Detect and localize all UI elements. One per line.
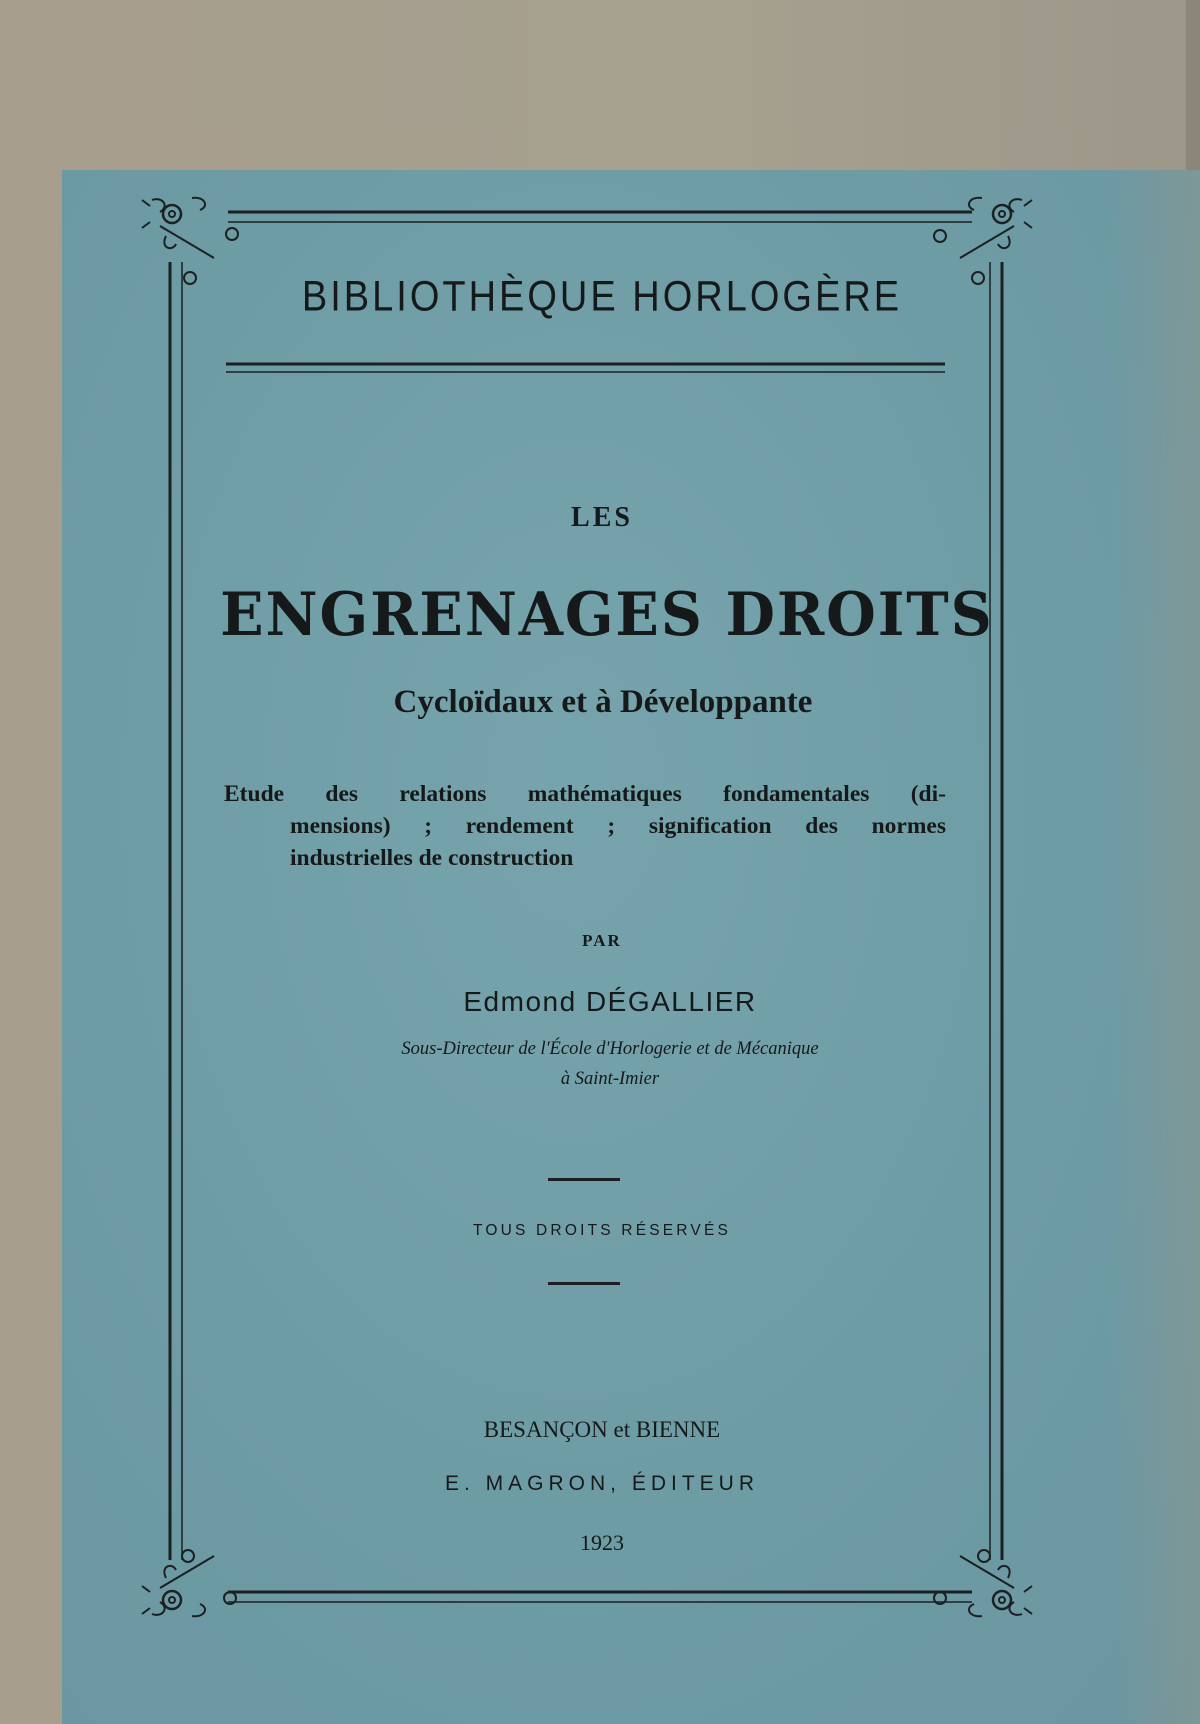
corner-ornament-top-left [142,198,238,284]
publication-place: BESANÇON et BIENNE [483,1417,721,1442]
divider-bottom [548,1282,620,1285]
author-name: Edmond DÉGALLIER [463,986,757,1017]
description-line-1: Etude des relations mathématiques fondamentales (di- [224,781,946,807]
publication-year: 1923 [580,1530,624,1555]
author-affiliation [250,1034,970,1094]
divider-top [548,1178,620,1181]
book-subtitle: Cycloïdaux et à Développante [393,684,813,720]
title-prefix: LES [571,502,633,533]
series-title: BIBLIOTHÈQUE HORLOGÈRE [301,273,903,321]
affiliation-line-1: Sous-Directeur de l'École d'Horlogerie et de Mécanique [401,1039,819,1059]
book-title: ENGRENAGES DROITS [220,580,994,650]
corner-ornament-bottom-right [934,1550,1032,1616]
corner-ornament-bottom-left [142,1550,236,1616]
book-description [224,778,946,874]
description-line-3: industrielles de construction [290,845,574,871]
affiliation-line-2: à Saint-Imier [560,1069,660,1089]
by-label: PAR [582,931,622,950]
publisher-name: E. MAGRON, ÉDITEUR [444,1472,760,1495]
rights-notice: TOUS DROITS RÉSERVÉS [472,1222,732,1239]
description-line-2: mensions) ; rendement ; signification des normes [290,813,946,839]
